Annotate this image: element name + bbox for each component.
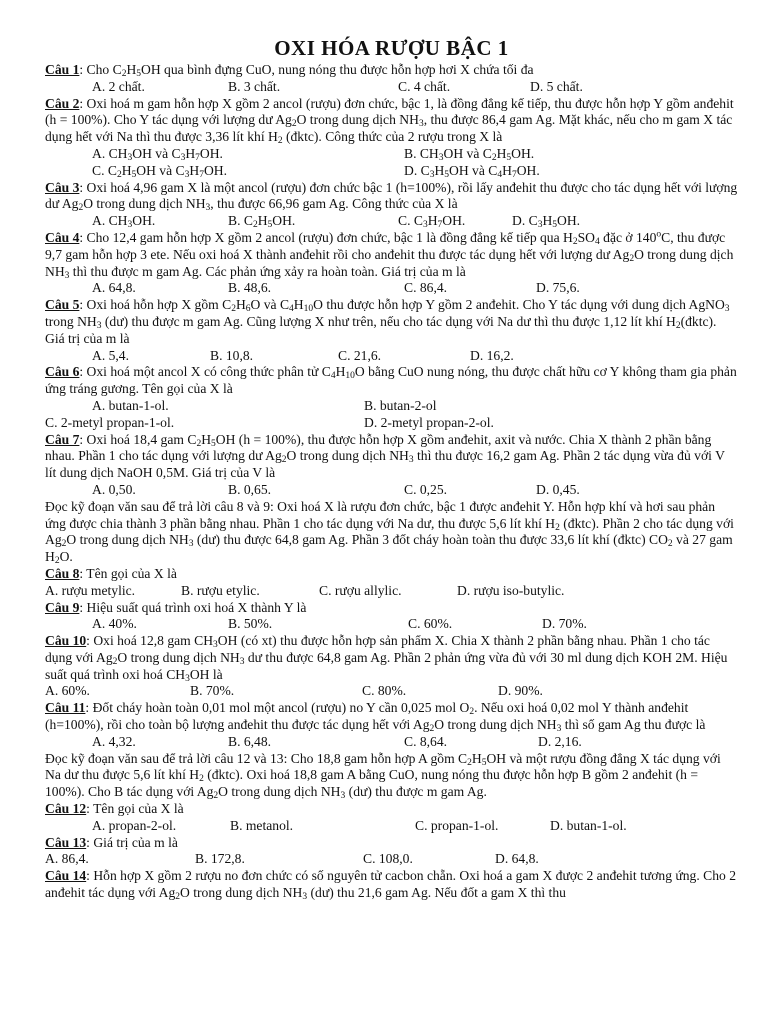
option-d: D. 90%. xyxy=(498,683,543,699)
question-label: Câu 9 xyxy=(45,599,80,615)
question-label: Câu 14 xyxy=(45,868,87,884)
option-c: C. 80%. xyxy=(362,683,407,699)
options-row xyxy=(45,398,738,415)
option-d: D. 70%. xyxy=(542,616,587,632)
option-d: D. 64,8. xyxy=(495,851,539,867)
question-text: : Cho $C_2H_5OH$ qua bình đựng CuO, nung nóng thu được hỗn hợp hơi X chứa tối đa xyxy=(79,62,534,79)
question-text: : Oxi hoá hỗn hợp X gồm $C_2H_6O$ và $C_4H_{10}O$ thu được hỗn hợp Y gồm 2 anđehit. Cho Y tác dụng với dung dịch AgNO$_3$ trong $NH_3$ (dư) thu được m gam Ag. Cũng lượng X như trên, nếu cho tác dụng với Na dư thì thu được 1,12 lít khí $H_2(đktc)$. Giá trị của m là xyxy=(45,297,730,346)
options-row xyxy=(45,734,738,751)
options-row xyxy=(45,683,738,700)
question-text: : Cho 12,4 gam hỗn hợp X gồm 2 ancol (rượu) đơn chức, bậc 1 là đồng đẳng kế tiếp qua $H_2SO_4$ đặc ở 140$^o$C, thu được 9,7 gam hỗn hợp 3 ete. Nếu oxi hoá X thành anđehit rồi cho anđehit thu được tác dụng hết với lượng dư $Ag_2O$ trong dung dịch $NH_3$ thì thu được m gam Ag. Các phản ứng xảy ra hoàn toàn. Giá trị của m là xyxy=(45,229,734,281)
question-7 xyxy=(45,432,738,482)
question-text: : Tên gọi của X là xyxy=(79,565,177,581)
question-label: Câu 10 xyxy=(45,633,87,649)
option-b: B. $CH_3OH$ và $C_2H_5OH$. xyxy=(404,145,535,163)
option-d: D. 5 chất. xyxy=(530,78,583,94)
question-label: Câu 12 xyxy=(45,801,87,817)
question-label: Câu 6 xyxy=(45,364,80,380)
question-label: Câu 2 xyxy=(45,95,80,111)
option-d: D. 0,45. xyxy=(536,481,580,497)
option-b: B. 48,6. xyxy=(228,280,272,296)
options-row xyxy=(45,280,738,297)
option-c: C. rượu allylic. xyxy=(319,582,402,598)
options-row xyxy=(45,583,738,600)
question-text: : Oxi hoá 12,8 gam $CH_3OH$ (có xt) thu được hỗn hợp sản phẩm X. Chia X thành 2 phần bằng nhau. Phần 1 cho tác dụng với $Ag_2O$ trong dung dịch $NH_3$ dư thu được 64,8 gam Ag. Phần 2 phản ứng vừa đủ với 30 ml dung dịch KOH 2M. Hiệu suất quá trình oxi hoá $CH_3OH$ là xyxy=(45,633,728,684)
option-a: A. propan-2-ol. xyxy=(92,817,177,833)
page-title: OXI HÓA RƯỢU BẬC 1 xyxy=(274,36,509,60)
question-14 xyxy=(45,868,738,902)
option-c: C. 21,6. xyxy=(338,347,382,363)
question-label: Câu 5 xyxy=(45,297,80,313)
option-d: D. 75,6. xyxy=(536,280,580,296)
option-a: A. 64,8. xyxy=(92,280,136,296)
option-a: A. 60%. xyxy=(45,683,90,699)
question-text: : Hỗn hợp X gồm 2 rượu no đơn chức có số nguyên tử cacbon chẵn. Oxi hoá a gam X được 2 anđehit tương ứng. Cho 2 anđehit tác dụng với $Ag_2O$ trong dung dịch $NH_3$ (dư) thu 21,6 gam Ag. Nếu đốt a gam X thì thu xyxy=(45,868,737,903)
option-b: B. 70%. xyxy=(190,683,235,699)
option-b: B. metanol. xyxy=(230,817,294,833)
option-c: C. 2-metyl propan-1-ol. xyxy=(45,414,175,430)
question-2 xyxy=(45,96,738,146)
question-text: : Giá trị của m là xyxy=(86,834,178,850)
question-label: Câu 8 xyxy=(45,565,80,581)
option-a: A. 2 chất. xyxy=(92,78,145,94)
question-text: : Hiệu suất quá trình oxi hoá X thành Y là xyxy=(79,599,307,615)
question-6 xyxy=(45,364,738,398)
option-a: A. $CH_3OH$. xyxy=(92,213,156,231)
option-b: B. butan-2-ol xyxy=(364,397,437,413)
question-8 xyxy=(45,566,738,583)
option-a: A. 5,4. xyxy=(92,347,130,363)
options-row xyxy=(45,163,738,180)
question-5 xyxy=(45,297,738,347)
option-d: D. $C_3H_5OH$. xyxy=(512,213,581,231)
option-b: B. 6,48. xyxy=(228,733,272,749)
option-b: B. 0,65. xyxy=(228,481,272,497)
question-10 xyxy=(45,633,738,683)
options-row xyxy=(45,146,738,163)
option-a: A. $CH_3OH$ và $C_3H_7OH$. xyxy=(92,145,223,163)
question-text: : Oxi hoá 18,4 gam $C_2H_5OH$ (h = 100%), thu được hỗn hợp X gồm anđehit, axit và nước. Chia X thành 2 phần bằng nhau. Phần 1 cho tác dụng với lượng dư $Ag_2O$ trong dung dịch $NH_3$ thì thu được 16,2 gam Ag. Phần 2 tác dụng vừa đủ với V lít dung dịch NaOH 0,5M. Giá trị của V là xyxy=(45,431,725,481)
options-row xyxy=(45,616,738,633)
option-c: C. 60%. xyxy=(408,616,453,632)
question-label: Câu 4 xyxy=(45,229,80,245)
option-c: C. $C_3H_7OH$. xyxy=(398,213,466,231)
question-text: : Đốt cháy hoàn toàn 0,01 mol một ancol (rượu) no Y cần 0,025 mol $O_2$. Nếu oxi hoá 0,02 mol Y thành anđehit (h=100%), rồi cho toàn bộ lượng anđehit thu được tác dụng hết với $Ag_2O$ trong dung dịch $NH_3$ thì số gam Ag thu được là xyxy=(45,700,706,735)
question-text: : Oxi hoá m gam hỗn hợp X gồm 2 ancol (rượu) đơn chức, bậc 1, là đồng đẳng kế tiếp, thu được hỗn hợp Y gồm anđehit (h = 100%). Cho Y tác dụng với lượng dư $Ag_2O$ trong dung dịch $NH_3$, thu được 86,4 gam Ag. Mặt khác, nếu cho m gam X tác dụng hết với Na thì thu được 3,36 lít khí $H_2$ (đktc). Công thức của 2 rượu trong X là xyxy=(45,95,734,147)
option-b: B. 3 chất. xyxy=(228,78,281,94)
option-c: C. $C_2H_5OH$ và $C_3H_7OH$. xyxy=(92,162,227,180)
option-b: B. rượu etylic. xyxy=(181,582,260,598)
option-a: A. rượu metylic. xyxy=(45,582,136,598)
options-row xyxy=(45,79,738,96)
option-b: B. $C_2H_5OH$. xyxy=(228,213,296,231)
option-c: C. propan-1-ol. xyxy=(415,817,499,833)
option-a: A. 86,4. xyxy=(45,851,89,867)
options-row xyxy=(45,213,738,230)
option-a: A. 4,32. xyxy=(92,733,136,749)
options-row xyxy=(45,415,738,432)
question-1 xyxy=(45,62,738,79)
question-3 xyxy=(45,180,738,214)
question-text: : Oxi hoá 4,96 gam X là một ancol (rượu) đơn chức bậc 1 (h=100%), rồi lấy anđehit thu được cho tác dụng hết với lượng dư $Ag_2O$ trong dung dịch $NH_3$, thu được 66,96 gam Ag. Công thức của X là xyxy=(45,179,738,214)
question-label: Câu 3 xyxy=(45,179,80,195)
option-c: C. 0,25. xyxy=(404,481,448,497)
option-a: A. 40%. xyxy=(92,616,137,632)
question-9 xyxy=(45,600,738,617)
option-c: C. 86,4. xyxy=(404,280,448,296)
option-d: D. butan-1-ol. xyxy=(550,817,627,833)
options-row xyxy=(45,348,738,365)
options-row xyxy=(45,818,738,835)
question-13 xyxy=(45,835,738,852)
question-text: : Oxi hoá một ancol X có công thức phân tử $C_4H_{10}O$ bằng CuO nung nóng, thu được chất hữu cơ Y không tham gia phản ứng tráng gương. Tên gọi của X là xyxy=(45,364,737,397)
question-12 xyxy=(45,801,738,818)
option-d: D. 2,16. xyxy=(538,733,582,749)
options-row xyxy=(45,482,738,499)
option-b: B. 50%. xyxy=(228,616,273,632)
option-b: B. 10,8. xyxy=(210,347,254,363)
option-d: D. $C_3H_5OH$ và $C_4H_7OH$. xyxy=(404,162,540,180)
question-label: Câu 13 xyxy=(45,834,87,850)
question-label: Câu 1 xyxy=(45,62,80,77)
option-c: C. 4 chất. xyxy=(398,78,451,94)
option-d: D. 2-metyl propan-2-ol. xyxy=(364,414,494,430)
passage-q8-q9: Đọc kỹ đoạn văn sau để trả lời câu 8 và 9: Oxi hoá X là rượu đơn chức, bậc 1 được anđehit Y. Hỗn hợp khí và hơi sau phản ứng được chia thành 3 phần bằng nhau. Phần 1 cho tác dụng với Na dư, thu được 5,6 lít khí $H_2$ (đktc). Phần 2 cho tác dụng với $Ag_2O$ trong dung dịch $NH_3$ (dư) thu được 64,8 gam Ag. Phần 3 đốt cháy hoàn toàn thu được 33,6 lít khí (đktc) $CO_2$ và 27 gam $H_2O$. xyxy=(45,498,734,567)
question-11 xyxy=(45,700,738,734)
option-c: C. 108,0. xyxy=(363,851,413,867)
option-a: A. butan-1-ol. xyxy=(92,397,169,413)
option-d: D. 16,2. xyxy=(470,347,514,363)
passage-q12-q13: Đọc kỹ đoạn văn sau để trả lời câu 12 và 13: Cho 18,8 gam hỗn hợp A gồm $C_2H_5OH$ và một rượu đồng đẳng X tác dụng với Na dư thu được 5,6 lít khí $H_2$ (đktc). Oxi hoá 18,8 gam A bằng CuO, nung nóng thu được hỗn hợp B gồm 2 anđehit (h = 100%). Cho B tác dụng với $Ag_2O$ trong dung dịch $NH_3$ (dư) thu được m gam Ag. xyxy=(45,750,721,802)
question-text: : Tên gọi của X là xyxy=(86,801,184,817)
option-a: A. 0,50. xyxy=(92,481,136,497)
option-d: D. rượu iso-butylic. xyxy=(457,582,565,598)
option-b: B. 172,8. xyxy=(195,851,245,867)
options-row xyxy=(45,851,738,868)
question-label: Câu 7 xyxy=(45,431,80,447)
question-4 xyxy=(45,230,738,280)
question-label: Câu 11 xyxy=(45,700,86,716)
option-c: C. 8,64. xyxy=(404,733,448,749)
